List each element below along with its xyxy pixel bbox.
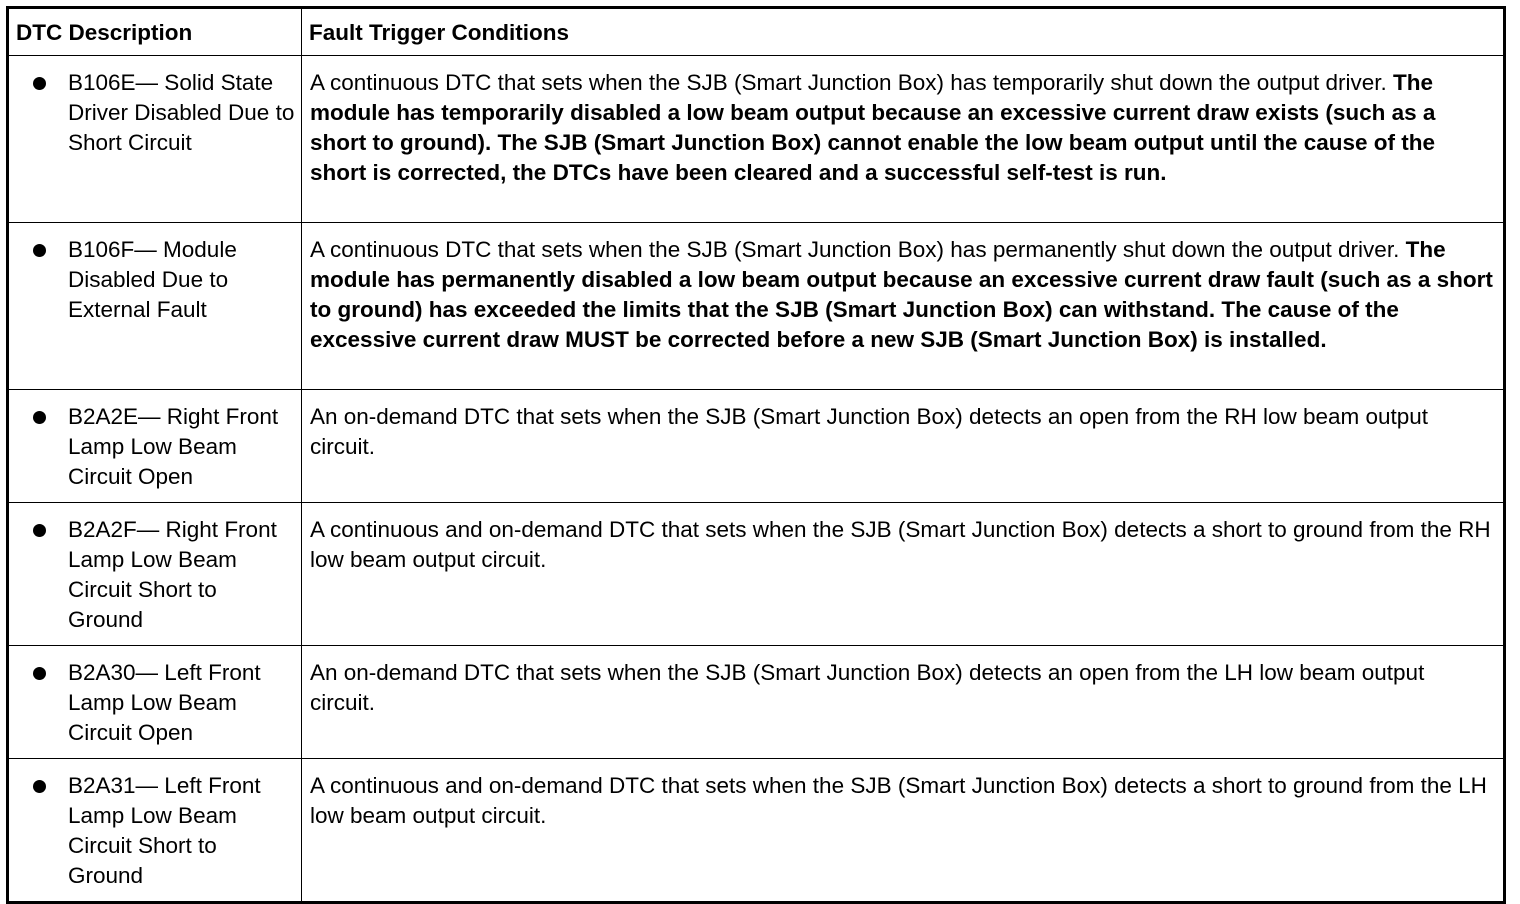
table-row [8,759,1505,903]
fault-conditions-cell [302,223,1505,390]
header-row [8,8,1505,56]
fault-conditions-cell [302,390,1505,503]
fault-conditions-text: A continuous DTC that sets when the SJB (Smart Junction Box) has temporarily shut down the output driver. [310,70,1394,95]
dtc-description-text: B2A2E— Right Front Lamp Low Beam Circuit Open [68,404,279,489]
dtc-description-cell [8,223,302,390]
fault-conditions-bold-text: The module has permanently disabled a low beam output because an excessive current draw fault (such as a short to ground) has exceeded the limits that the SJB (Smart Junction Box) can withstand. The cause of the excessive current draw MUST be corrected before a new SJB (Smart Junction Box) is installed. [310,237,1493,352]
dtc-table [6,6,1506,904]
dtc-description-cell [8,390,302,503]
fault-conditions-cell [302,503,1505,646]
fault-conditions-text: A continuous and on-demand DTC that sets when the SJB (Smart Junction Box) detects a short to ground from the RH low beam output circuit. [310,517,1491,572]
table-row [8,390,1505,503]
dtc-description-text: B106E— Solid State Driver Disabled Due to Short Circuit [68,70,295,155]
fault-conditions-text: A continuous and on-demand DTC that sets when the SJB (Smart Junction Box) detects a short to ground from the LH low beam output circuit. [310,773,1487,828]
header-dtc-description: DTC Description [8,8,302,56]
bullet-icon [33,780,46,793]
dtc-description-text: B2A31— Left Front Lamp Low Beam Circuit Short to Ground [68,773,261,888]
fault-conditions-bold-text: The module has temporarily disabled a low beam output because an excessive current draw exists (such as a short to ground). The SJB (Smart Junction Box) cannot enable the low beam output until the cause of the short is corrected, the DTCs have been cleared and a successful self-test is run. [310,70,1436,185]
table-row [8,503,1505,646]
table-row [8,646,1505,759]
dtc-description-text: B2A30— Left Front Lamp Low Beam Circuit Open [68,660,261,745]
fault-conditions-text: An on-demand DTC that sets when the SJB (Smart Junction Box) detects an open from the RH low beam output circuit. [310,404,1429,459]
bullet-icon [33,524,46,537]
dtc-description-cell [8,646,302,759]
bullet-icon [33,411,46,424]
fault-conditions-cell [302,759,1505,903]
bullet-icon [33,244,46,257]
bullet-icon [33,77,46,90]
table-row [8,223,1505,390]
dtc-description-cell [8,56,302,223]
dtc-description-cell [8,503,302,646]
fault-conditions-text: An on-demand DTC that sets when the SJB (Smart Junction Box) detects an open from the LH low beam output circuit. [310,660,1425,715]
bullet-icon [33,667,46,680]
table-row [8,56,1505,223]
dtc-description-text: B106F— Module Disabled Due to External Fault [68,237,237,322]
fault-conditions-text: A continuous DTC that sets when the SJB (Smart Junction Box) has permanently shut down the output driver. [310,237,1406,262]
fault-conditions-cell [302,56,1505,223]
fault-conditions-cell [302,646,1505,759]
header-fault-trigger-conditions: Fault Trigger Conditions [302,8,1505,56]
dtc-description-text: B2A2F— Right Front Lamp Low Beam Circuit Short to Ground [68,517,277,632]
dtc-description-cell [8,759,302,903]
